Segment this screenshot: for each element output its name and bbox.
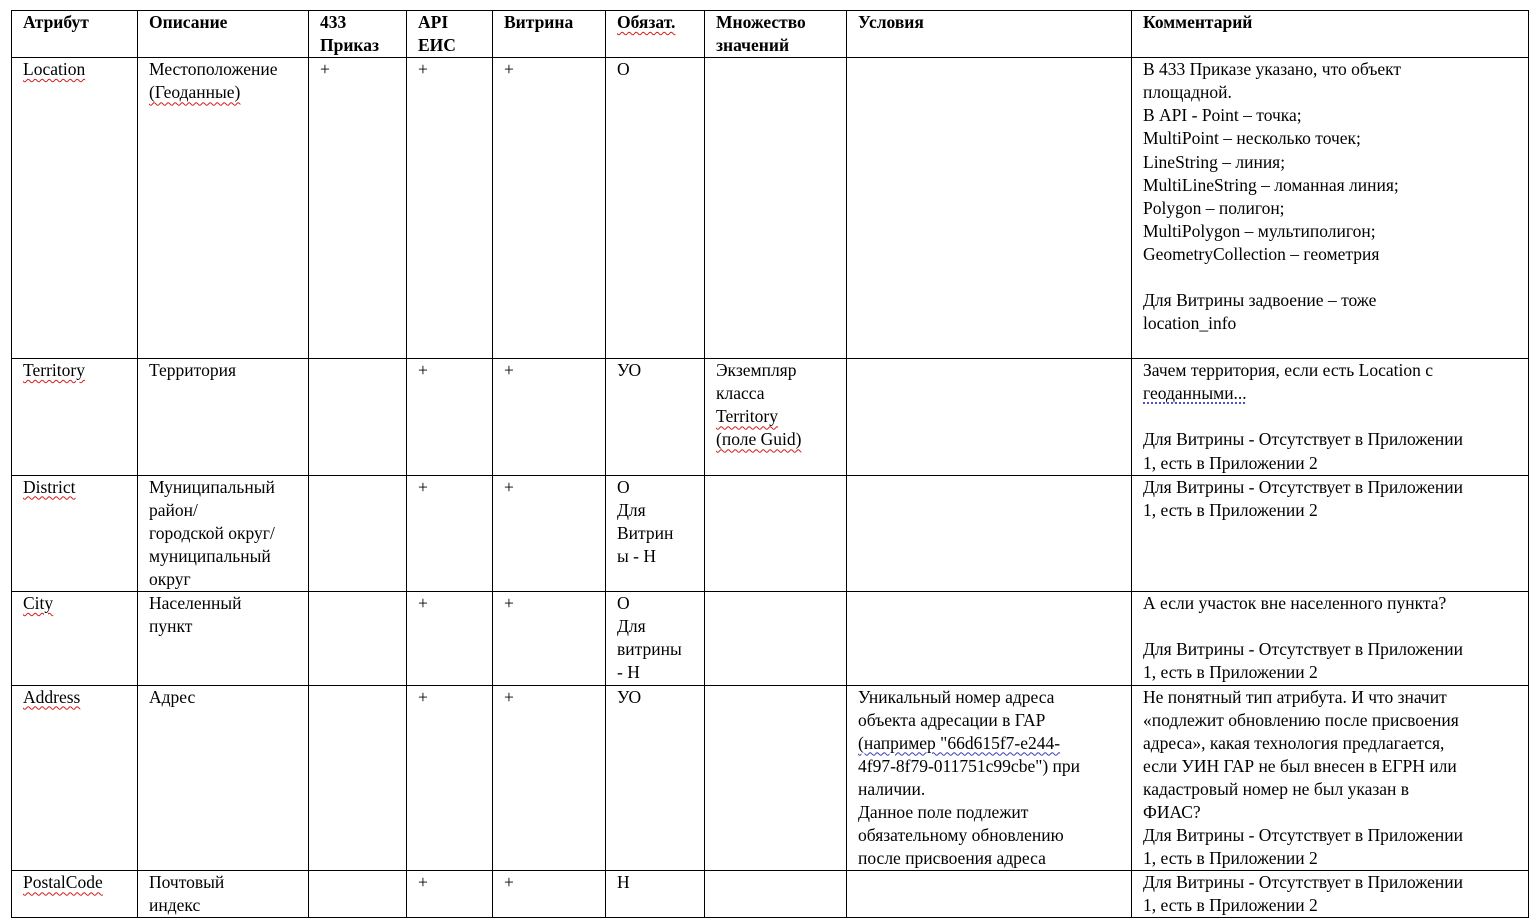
cell-api-eis: +: [407, 685, 493, 871]
table-row: [12, 359, 1529, 475]
cell-comment: А если участок вне населенного пункта? Для Витрины - Отсутствует в Приложении 1, есть в Приложении 2: [1132, 592, 1529, 685]
cell-value-set: [705, 592, 847, 685]
cell-comment: В 433 Приказе указано, что объект площадной. В API - Point – точка; MultiPoint – несколько точек; LineString – линия; MultiLineString – ломанная линия; Polygon – полигон; MultiPolygon – мультиполигон; GeometryCollection – геометрия Для Витрины задвоение – тоже location_info: [1132, 58, 1529, 359]
cell-comment: Зачем территория, если есть Location с геоданными... Для Витрины - Отсутствует в Приложении 1, есть в Приложении 2: [1132, 359, 1529, 475]
cell-attribute: PostalCode: [12, 871, 138, 918]
cell-showcase: +: [493, 475, 606, 591]
cell-api-eis: +: [407, 592, 493, 685]
cell-value-set: [705, 475, 847, 591]
cell-showcase: +: [493, 871, 606, 918]
cell-comment: Для Витрины - Отсутствует в Приложении 1, есть в Приложении 2: [1132, 475, 1529, 591]
cell-api-eis: +: [407, 58, 493, 359]
cell-attribute: Territory: [12, 359, 138, 475]
table-row: [12, 685, 1529, 871]
table-row: [12, 871, 1529, 918]
cell-comment: Для Витрины - Отсутствует в Приложении 1, есть в Приложении 2: [1132, 871, 1529, 918]
header-required: Обязат.: [606, 11, 705, 58]
header-showcase: Витрина: [493, 11, 606, 58]
cell-conditions: [847, 58, 1132, 359]
cell-description: Муниципальный район/ городской округ/ муниципальный округ: [138, 475, 309, 591]
cell-showcase: +: [493, 58, 606, 359]
cell-required: О: [606, 58, 705, 359]
cell-433-order: [309, 685, 407, 871]
cell-required: УО: [606, 359, 705, 475]
cell-conditions: [847, 475, 1132, 591]
table-header-row: [12, 11, 1529, 58]
cell-showcase: +: [493, 359, 606, 475]
cell-attribute: District: [12, 475, 138, 591]
cell-conditions: Уникальный номер адреса объекта адресации в ГАР (например "66d615f7-e244- 4f97-8f79-011751c99cbe") при наличии. Данное поле подлежит обязательному обновлению после присвоения адреса: [847, 685, 1132, 871]
cell-comment: Не понятный тип атрибута. И что значит «подлежит обновлению после присвоения адреса», какая технология предлагается, если УИН ГАР не был внесен в ЕГРН или кадастровый номер не был указан в ФИАС? Для Витрины - Отсутствует в Приложении 1, есть в Приложении 2: [1132, 685, 1529, 871]
cell-required: О Для витрины - Н: [606, 592, 705, 685]
cell-value-set: Экземпляр класса Territory (поле Guid): [705, 359, 847, 475]
cell-conditions: [847, 592, 1132, 685]
header-description: Описание: [138, 11, 309, 58]
cell-433-order: +: [309, 58, 407, 359]
cell-433-order: [309, 359, 407, 475]
cell-value-set: [705, 871, 847, 918]
cell-required: Н: [606, 871, 705, 918]
cell-433-order: [309, 871, 407, 918]
cell-description: Местоположение (Геоданные): [138, 58, 309, 359]
cell-attribute: City: [12, 592, 138, 685]
cell-attribute: Location: [12, 58, 138, 359]
header-comment: Комментарий: [1132, 11, 1529, 58]
table-row: [12, 475, 1529, 591]
cell-api-eis: +: [407, 475, 493, 591]
header-value-set: Множество значений: [705, 11, 847, 58]
cell-value-set: [705, 58, 847, 359]
cell-description: Населенный пункт: [138, 592, 309, 685]
header-attribute: Атрибут: [12, 11, 138, 58]
header-433-order: 433 Приказ: [309, 11, 407, 58]
cell-api-eis: +: [407, 871, 493, 918]
table-row: [12, 592, 1529, 685]
cell-showcase: +: [493, 592, 606, 685]
header-api-eis: API ЕИС: [407, 11, 493, 58]
cell-433-order: [309, 592, 407, 685]
cell-required: О Для Витрин ы - Н: [606, 475, 705, 591]
cell-description: Территория: [138, 359, 309, 475]
cell-description: Адрес: [138, 685, 309, 871]
cell-conditions: [847, 871, 1132, 918]
cell-value-set: [705, 685, 847, 871]
header-conditions: Условия: [847, 11, 1132, 58]
attributes-table: [11, 10, 1529, 918]
cell-description: Почтовый индекс: [138, 871, 309, 918]
cell-required: УО: [606, 685, 705, 871]
cell-attribute: Address: [12, 685, 138, 871]
cell-api-eis: +: [407, 359, 493, 475]
table-row: [12, 58, 1529, 359]
cell-showcase: +: [493, 685, 606, 871]
cell-433-order: [309, 475, 407, 591]
cell-conditions: [847, 359, 1132, 475]
